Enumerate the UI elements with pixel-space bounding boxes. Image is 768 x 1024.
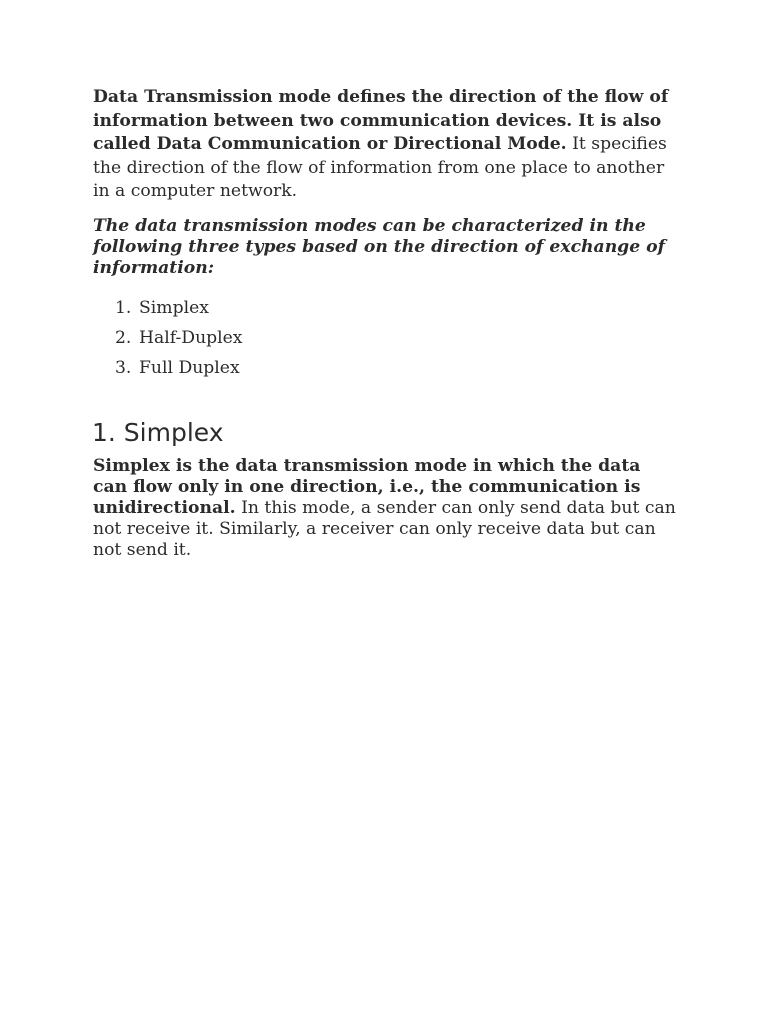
section-heading-simplex: 1. Simplex [92,417,224,447]
list-item [115,293,676,323]
transmission-types-list [93,293,676,383]
list-item-number: 1. [115,297,132,318]
list-item-label: Half-Duplex [139,327,243,348]
list-item-number: 2. [115,327,132,348]
types-lead-paragraph: The data transmission modes can be characterized in the following three types based on the direction of exchange of information: [93,215,665,278]
intro-paragraph [93,86,676,204]
list-item [115,353,676,383]
simplex-text: In this mode, a sender can only send data but can not receive it. Similarly, a receiver can only receive data but can not send it. [93,497,676,560]
list-item-label: Simplex [139,297,209,318]
list-item-number: 3. [115,357,132,378]
list-item [115,323,676,353]
simplex-bold-text: Simplex is the data transmission mode in which the data can flow only in one direction, i.e., the communication is unidirectional. [93,455,641,518]
intro-bold-text: Data Transmission mode defines the direction of the flow of information between two communication devices. It is also called Data Communication or Directional Mode. [93,87,669,155]
simplex-paragraph [93,456,676,561]
intro-text: It specifies the direction of the flow of information from one place to another in a computer network. [93,134,667,202]
list-item-label: Full Duplex [139,357,240,378]
